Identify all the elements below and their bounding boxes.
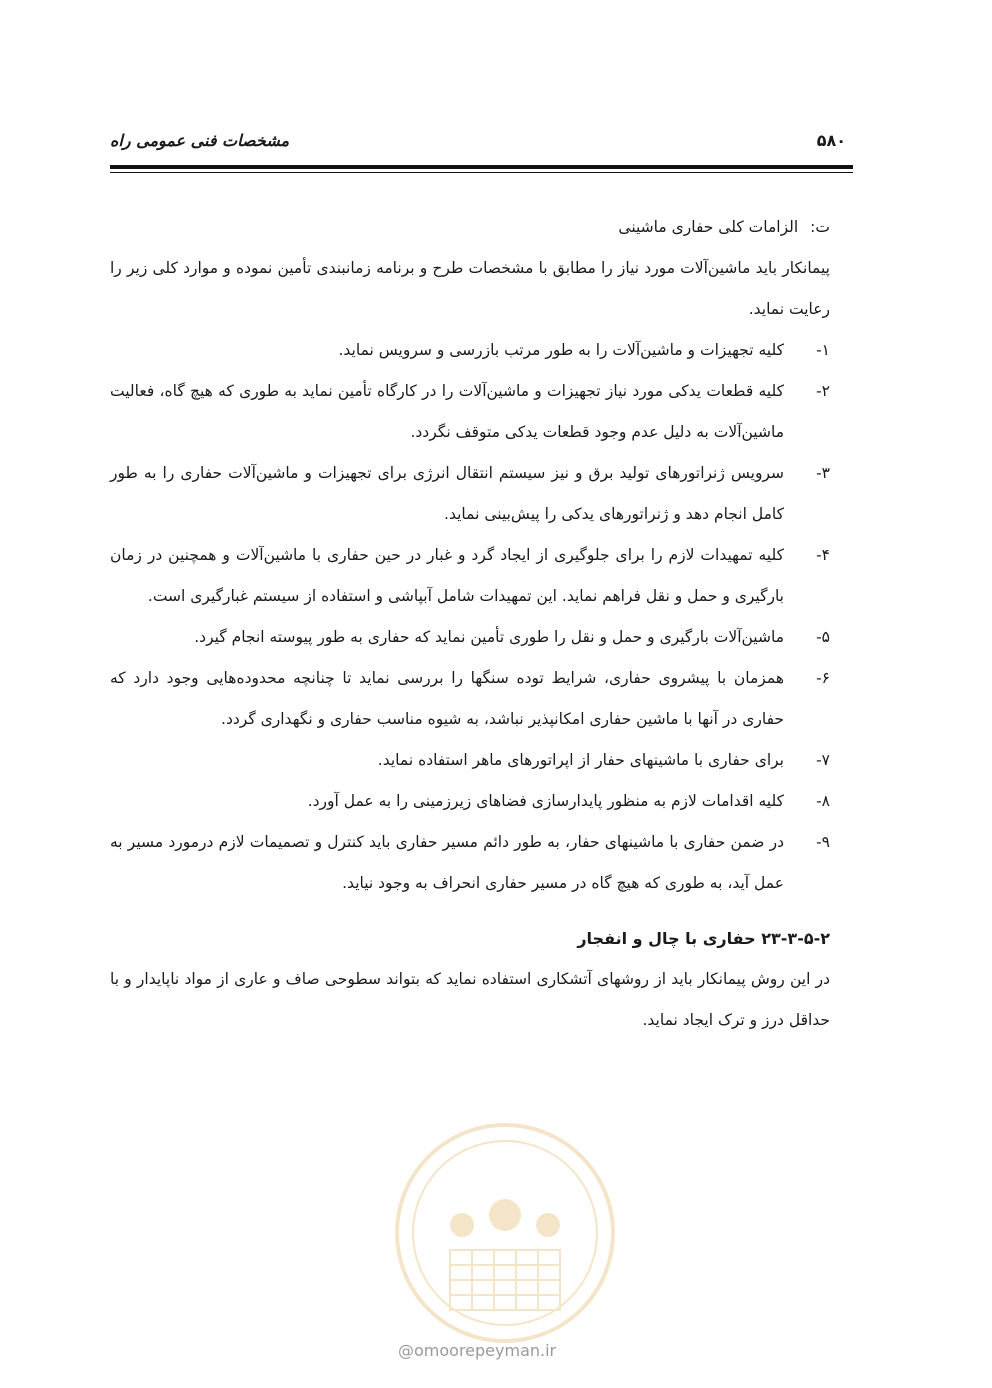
section-heading: ۲۳-۳-۵-۲ حفاری با چال و انفجار xyxy=(577,929,830,948)
item-text: همزمان با پیشروی حفاری، شرایط توده سنگها را بررسی نماید تا چنانچه محدوده‌هایی وجود دارد که حفاری در آنها با ماشین حفاری امکانپذیر نباشد، به شیوه مناسب حفاری و نگهداری گردد. xyxy=(110,669,784,728)
header-rule-thick xyxy=(110,165,853,169)
subsection-marker: ت: xyxy=(810,218,830,236)
item-text: کلیه قطعات یدکی مورد نیاز تجهیزات و ماشین‌آلات را در کارگاه تأمین نماید به طوری که هیچ گاه، فعالیت ماشین‌آلات به دلیل عدم وجود قطعات یدکی متوقف نگردد. xyxy=(110,382,784,441)
item-text: کلیه اقدامات لازم به منظور پایدارسازی فضاهای زیرزمینی را به عمل آورد. xyxy=(307,792,784,810)
item-text: در ضمن حفاری با ماشینهای حفار، به طور دائم مسیر حفاری باید کنترل و تصمیمات لازم درمورد مسیر به عمل آید، به طوری که هیچ گاه در مسیر حفاری انحراف به وجود نیاید. xyxy=(110,833,784,892)
item-number: ۸- xyxy=(816,792,830,810)
item-number: ۱- xyxy=(816,341,830,359)
header-rule-thin xyxy=(110,172,853,173)
item-text: ماشین‌آلات بارگیری و حمل و نقل را طوری تأمین نماید که حفاری به طور پیوسته انجام گیرد. xyxy=(194,628,784,646)
item-number: ۵- xyxy=(816,628,830,646)
list-item xyxy=(110,453,830,535)
page-header-title: مشخصات فنی عمومی راه xyxy=(110,131,290,150)
item-text: برای حفاری با ماشینهای حفار از اپراتورهای ماهر استفاده نماید. xyxy=(377,751,784,769)
list-item xyxy=(110,740,830,781)
subsection-title: الزامات کلی حفاری ماشینی xyxy=(618,218,799,236)
list-item xyxy=(110,330,830,371)
blasting-paragraph: در این روش پیمانکار باید از روشهای آتشکاری استفاده نماید که بتواند سطوحی صاف و عاری از مواد ناپایدار و با حداقل درز و ترک ایجاد نماید. xyxy=(110,970,830,1029)
item-text: کلیه تجهیزات و ماشین‌آلات را به طور مرتب بازرسی و سرویس نماید. xyxy=(338,341,784,359)
list-item xyxy=(110,658,830,740)
list-item xyxy=(110,535,830,617)
list-item xyxy=(110,371,830,453)
item-text: سرویس ژنراتورهای تولید برق و نیز سیستم انتقال انرژی برای تجهیزات و ماشین‌آلات حفاری را به طور کامل انجام دهد و ژنراتورهای یدکی را پیش‌بینی نماید. xyxy=(110,464,784,523)
watermark-url: @omoorepeyman.ir xyxy=(398,1341,557,1360)
item-number: ۹- xyxy=(816,833,830,851)
item-number: ۳- xyxy=(816,464,830,482)
list-item xyxy=(110,822,830,904)
item-number: ۴- xyxy=(816,546,830,564)
page-number: ۵۸۰ xyxy=(816,131,846,150)
watermark-seal-icon xyxy=(392,1120,618,1346)
item-number: ۷- xyxy=(816,751,830,769)
intro-paragraph: پیمانکار باید ماشین‌آلات مورد نیاز را مطابق با مشخصات طرح و برنامه زمانبندی تأمین نموده و موارد کلی زیر را رعایت نماید. xyxy=(110,259,830,318)
list-item xyxy=(110,781,830,822)
page-body xyxy=(110,207,830,1041)
list-item xyxy=(110,617,830,658)
item-number: ۲- xyxy=(816,382,830,400)
item-text: کلیه تمهیدات لازم را برای جلوگیری از ایجاد گرد و غبار در حین حفاری با ماشین‌آلات و همچنین در زمان بارگیری و حمل و نقل فراهم نماید. این تمهیدات شامل آبپاشی و استفاده از سیستم غبارگیری است. xyxy=(110,546,784,605)
subsection-heading xyxy=(110,207,830,248)
item-number: ۶- xyxy=(816,669,830,687)
